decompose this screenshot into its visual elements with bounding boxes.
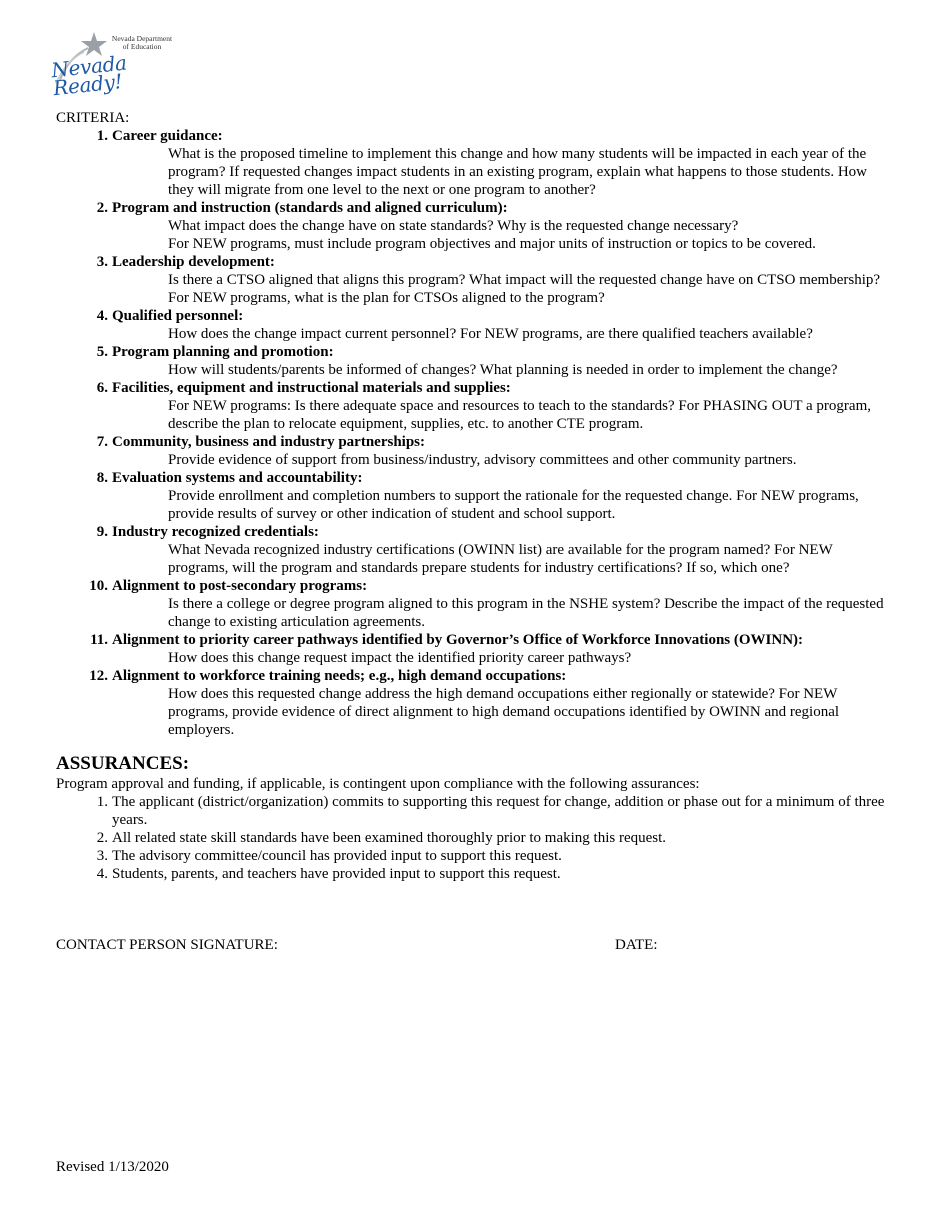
item-title: Alignment to workforce training needs; e.g., high demand occupations: [112,668,567,684]
criteria-item [56,253,896,307]
assurance-text: The advisory committee/council has provided input to support this request. [112,848,562,864]
criteria-item [56,307,896,343]
item-number: 12. [89,668,108,684]
criteria-item [56,379,896,433]
item-description: How will students/parents be informed of changes? What planning is needed in order to implement the change? [168,362,838,378]
item-number: 3. [96,848,108,864]
logo-department-text: Nevada Department of Education [111,34,173,51]
document-body [56,109,896,883]
criteria-item [56,343,896,379]
assurances-list [56,793,896,883]
item-number: 6. [96,380,108,396]
assurances-intro: Program approval and funding, if applicable, is contingent upon compliance with the following assurances: [56,776,700,792]
item-description: What is the proposed timeline to implement this change and how many students will be impacted in each year of the program? If requested changes impact students in an existing program, explain what happens to those students. How they will migrate from one level to the next or one program to another? [168,146,867,198]
item-description: Is there a CTSO aligned that aligns this program? What impact will the requested change have on CTSO membership? For NEW programs, what is the plan for CTSOs aligned to the program? [168,272,881,306]
criteria-item [56,577,896,631]
item-description: How does this requested change address the high demand occupations either regionally or statewide? For NEW programs, provide evidence of direct alignment to high demand occupations identified by OWINN and regional employers. [168,686,840,738]
criteria-item [56,469,896,523]
item-number: 5. [96,344,108,360]
item-number: 4. [96,308,108,324]
criteria-item [56,433,896,469]
criteria-item [56,199,896,253]
assurance-item [56,865,896,883]
criteria-heading: CRITERIA: [56,110,130,126]
item-description: How does the change impact current personnel? For NEW programs, are there qualified teachers available? [168,326,813,342]
item-description: Provide evidence of support from business/industry, advisory committees and other community partners. [168,452,797,468]
item-description: What impact does the change have on state standards? Why is the requested change necessary? For NEW programs, must include program objectives and major units of instruction or topics to be covered. [168,218,816,252]
item-number: 2. [96,830,108,846]
item-title: Industry recognized credentials: [112,524,319,540]
assurance-item [56,793,896,829]
revised-date: Revised 1/13/2020 [56,1159,169,1175]
item-title: Alignment to post-secondary programs: [112,578,368,594]
item-description: Is there a college or degree program aligned to this program in the NSHE system? Describe the impact of the requested change to existing articulation agreements. [168,596,884,630]
assurance-item [56,847,896,865]
assurance-item [56,829,896,847]
item-title: Evaluation systems and accountability: [112,470,363,486]
item-number: 9. [96,524,108,540]
item-number: 7. [96,434,108,450]
assurance-text: Students, parents, and teachers have provided input to support this request. [112,866,561,882]
item-title: Program planning and promotion: [112,344,334,360]
contact-signature-label: CONTACT PERSON SIGNATURE: [56,937,278,953]
item-number: 1. [96,794,108,810]
item-number: 3. [96,254,108,270]
item-description: Provide enrollment and completion numbers to support the rationale for the requested change. For NEW programs, provide results of survey or other indication of student and school support. [168,488,859,522]
assurance-text: The applicant (district/organization) commits to supporting this request for change, addition or phase out for a minimum of three years. [112,794,885,828]
item-title: Qualified personnel: [112,308,244,324]
assurance-text: All related state skill standards have been examined thoroughly prior to making this request. [112,830,667,846]
criteria-item [56,523,896,577]
item-description: What Nevada recognized industry certifications (OWINN list) are available for the program named? For NEW programs, will the program and standards prepare students for industry certifications? If so, which one? [168,542,833,576]
logo-tagline: Nevada Ready! [50,50,128,101]
date-label: DATE: [615,937,658,953]
item-description: How does this change request impact the identified priority career pathways? [168,650,632,666]
item-number: 4. [96,866,108,882]
item-title: Facilities, equipment and instructional materials and supplies: [112,380,511,396]
item-number: 2. [96,200,108,216]
nevada-doe-logo [50,30,192,101]
criteria-item [56,631,896,667]
item-number: 1. [96,128,108,144]
item-number: 10. [89,578,108,594]
item-number: 11. [90,632,108,648]
criteria-item [56,127,896,199]
item-title: Program and instruction (standards and aligned curriculum): [112,200,508,216]
criteria-item [56,667,896,739]
item-number: 8. [96,470,108,486]
item-title: Leadership development: [112,254,275,270]
item-title: Career guidance: [112,128,223,144]
assurances-heading: ASSURANCES: [56,753,190,774]
item-title: Community, business and industry partnerships: [112,434,426,450]
item-title: Alignment to priority career pathways identified by Governor’s Office of Workforce Innovations (OWINN): [112,632,804,648]
criteria-list [56,127,896,739]
item-description: For NEW programs: Is there adequate space and resources to teach to the standards? For PHASING OUT a program, describe the plan to relocate equipment, supplies, etc. to another CTE program. [168,398,871,432]
